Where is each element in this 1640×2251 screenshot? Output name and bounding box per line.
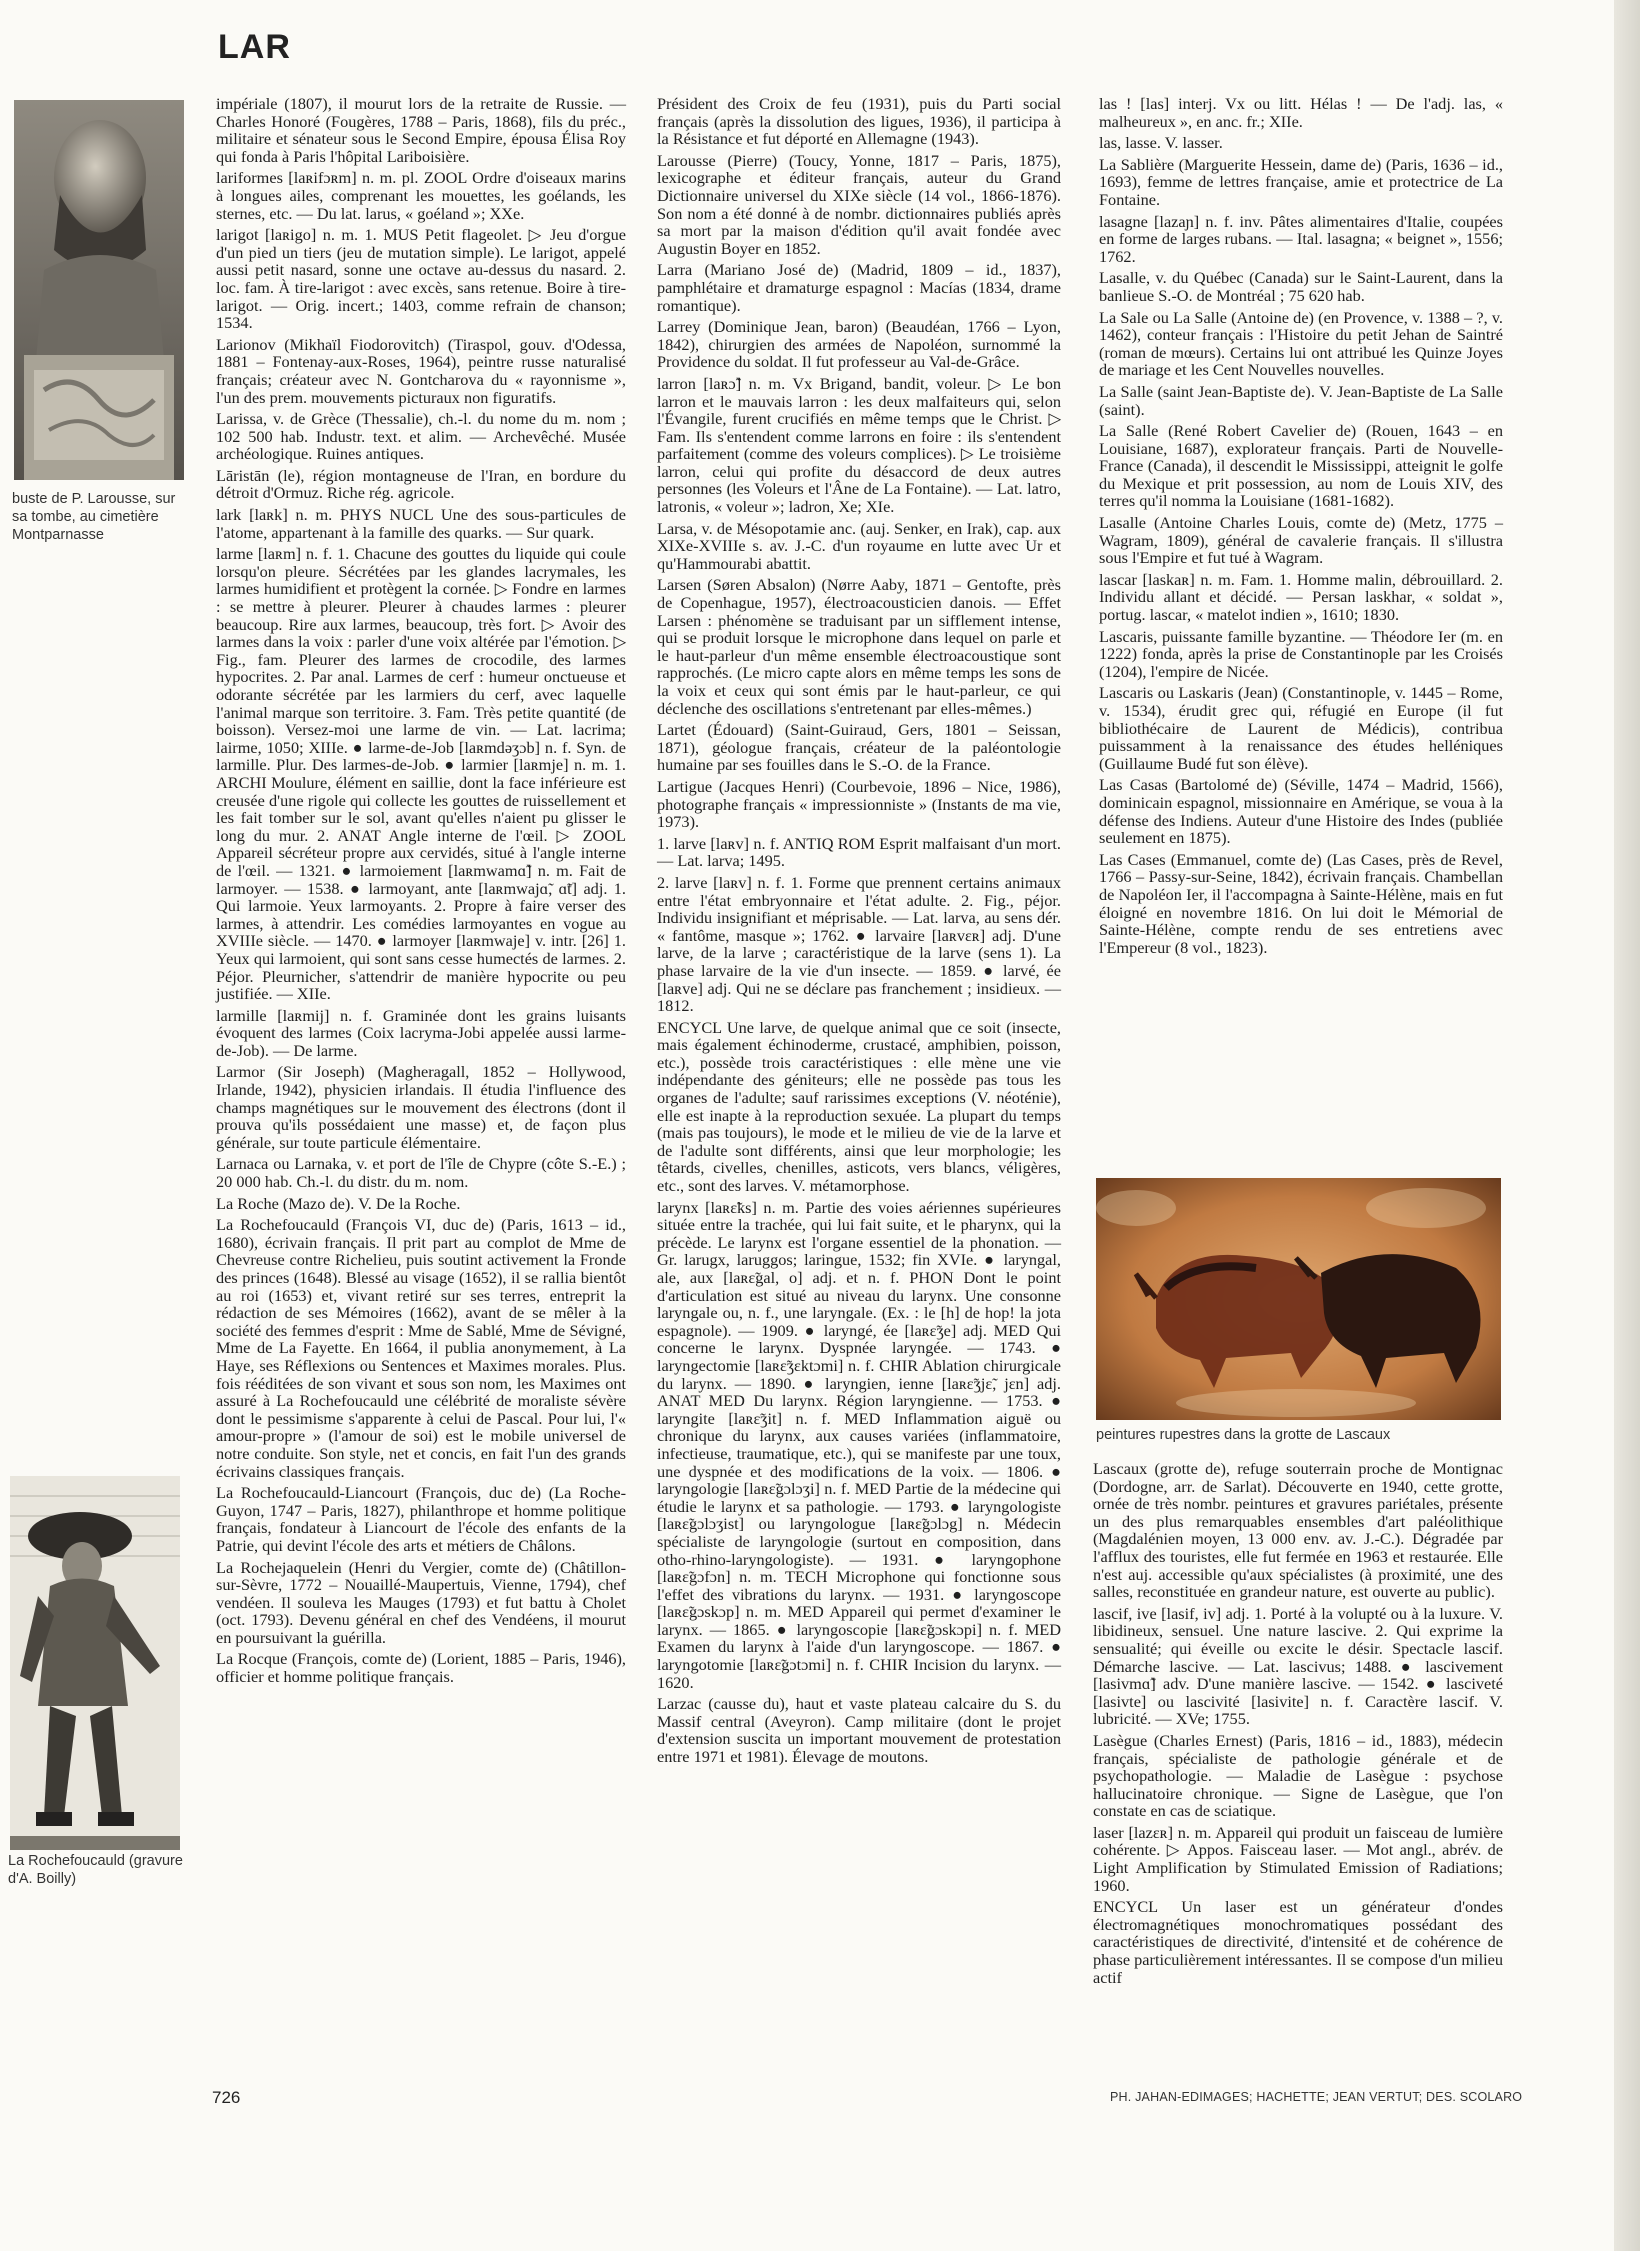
column-3 [1099, 95, 1503, 960]
entry: 1. larve [laʀv] n. f. ANTIQ ROM Esprit malfaisant d'un mort. — Lat. larva; 1495. [657, 833, 1061, 871]
rochefoucauld-illustration [10, 1476, 180, 1850]
page-edge [1614, 0, 1640, 2251]
entry: lark [laʀk] n. m. PHYS NUCL Une des sous-particules de l'atome, appartenant à la famille des quarks. — Sur quark. [216, 505, 626, 542]
entry: impériale (1807), il mourut lors de la retraite de Russie. — Charles Honoré (Fougères, 1788 – Paris, 1868), fils du préc., militaire et sénateur sous le Second Empire, épousa Élisa Roy qui fonda à Paris l'hôpital Lariboisière. [216, 94, 626, 166]
entry: lascar [laskaʀ] n. m. Fam. 1. Homme malin, débrouillard. 2. Individu allant et décidé. — Persan laskhar, « soldat », portug. lascar, « matelot indien », 1610; 1830. [1099, 569, 1503, 625]
bust-illustration [14, 100, 184, 480]
entry: Lasègue (Charles Ernest) (Paris, 1816 – id., 1883), médecin français, spécialiste de pathologie générale et de psychopathologie. — Maladie de Lasègue : psychose hallucinatoire chronique. — Signe de Lasègue, que l'on constate en cas de sciatique. [1093, 1730, 1503, 1821]
entry: Lasalle (Antoine Charles Louis, comte de) (Metz, 1775 – Wagram, 1809), général de cavalerie français. Il s'illustra sous l'Empire et fut tué à Wagram. [1099, 513, 1503, 568]
entry: las, lasse. V. lasser. [1099, 133, 1223, 153]
entry: ENCYCL Une larve, de quelque animal que ce soit (insecte, mais également échinoderme, crustacé, amphibien, poisson, etc.), possède trois caractéristiques : elle mène une vie indépendante des géniteurs; elle ne possède pas tous les organes de l'adulte; sauf rarissimes exceptions (V. néoténie), elle est inapte à la reproduction sexuée. La plupart du temps (mais pas toujours), le mode et le milieu de vie de la larve et de l'adulte sont différents, ainsi que leur morphologie; les têtards, civelles, chenilles, asticots, vers blancs, véligères, etc., sont des larves. V. métamorphose. [657, 1017, 1061, 1196]
rochefoucauld-caption: La Rochefoucauld (gravure d'A. Boilly) [8, 1853, 183, 1887]
entry: lariformes [laʀifɔʀm] n. m. pl. ZOOL Ordre d'oiseaux marins à longues ailes, comprenant les mouettes, les goélands, les sternes, etc. — Du lat. larus, « goéland »; XXe. [216, 168, 626, 223]
entry: La Salle (René Robert Cavelier de) (Rouen, 1643 – en Louisiane, 1687), explorateur français. Parti de Nouvelle-France (Canada), il descendit le Mississippi, atteignit le golfe du Mexique et prit possession, au nom de Louis XIV, des terres qu'il nomma la Louisiane (1681-1682). [1099, 421, 1503, 511]
entry: larme [laʀm] n. f. 1. Chacune des gouttes du liquide qui coule lorsqu'on pleure. Sécrétées par les glandes lacrymales, les larmes humidifient et protègent la cornée. ▷ Fondre en larmes : se mettre à pleurer. Pleurer à chaudes larmes : pleurer beaucoup. Rire aux larmes, beaucoup, très fort. ▷ Avoir des larmes dans la voix : parler d'une voix altérée par l'émotion. ▷ Fig., fam. Pleurer des larmes de crocodile, des larmes hypocrites. 2. Par anal. Larmes de cerf : humeur onctueuse et odorante sécrétée par les larmiers du cerf, avec laquelle l'animal marque son territoire. 3. Fam. Très petite quantité (de boisson). Versez-moi une larme de vin. — Lat. lacrima; lairme, 1050; XIIIe. ● larme-de-Job [laʀmdəʒɔb] n. f. Syn. de larmille. Plur. Des larmes-de-Job. ● larmier [laʀmje] n. m. 1. ARCHI Moulure, élément en saillie, dont la face inférieure est creusée d'une rigole qui collecte les gouttes de ruissellement et les fait tomber sur le sol, avant qu'elles n'aient pu glisser le long du mur. 2. ANAT Angle interne de l'œil. ▷ ZOOL Appareil sécréteur propre aux cervidés, situé à l'angle interne de l'œil. — 1321. ● larmoiement [laʀmwamɑ̃] n. m. Fait de larmoyer. — 1538. ● larmoyant, ante [laʀmwajɑ̃, ɑ̃t] adj. 1. Qui larmoie. Yeux larmoyants. 2. Propre à faire verser des larmes, à attendrir. Les comédies larmoyantes en vogue au XVIIIe siècle. — 1470. ● larmoyer [laʀmwaje] v. intr. [26] 1. Yeux qui larmoient, qui sont sans cesse humectés de larmes. 2. Péjor. Pleurnicher, s'attendrir de manière hypocrite ou peu justifiée. — XIIe. [216, 544, 626, 1004]
entry: larmille [laʀmij] n. f. Graminée dont les grains luisants évoquent des larmes (Coix lacryma-Jobi appelée aussi larme-de-Job). — De larme. [216, 1005, 626, 1060]
entry: La Sale ou La Salle (Antoine de) (en Provence, v. 1388 – ?, v. 1462), conteur français : l'Histoire du petit Jehan de Saintré (roman de mœurs). Certains lui ont attribué les Quinze Joyes de mariage et les Cent Nouvelles nouvelles. [1099, 307, 1503, 380]
entry: Larionov (Mikhaïl Fiodorovitch) (Tiraspol, gouv. d'Odessa, 1881 – Fontenay-aux-Roses, 1964), peintre russe naturalisé français; créateur avec N. Gontcharova du « rayonnisme », l'un des prem. mouvements picturaux non figuratifs. [216, 334, 626, 407]
page-number: 726 [212, 2088, 241, 2107]
column-1 [216, 95, 626, 1690]
entry: Larra (Mariano José de) (Madrid, 1809 – id., 1837), pamphlétaire et dramaturge espagnol : Macías (1834, drame romantique). [657, 260, 1061, 315]
entry: las ! [las] interj. Vx ou litt. Hélas ! — De l'adj. las, « malheureux », en anc. fr.; XIIe. [1099, 94, 1503, 131]
entry: Las Casas (Bartolomé de) (Séville, 1474 – Madrid, 1566), dominicain espagnol, missionnaire en Amérique, se voua à la défense des Indiens. Auteur d'une Histoire des Indes (publiée seulement en 1875). [1099, 775, 1503, 848]
lascaux-cave-painting [1096, 1178, 1501, 1420]
entry: La Sablière (Marguerite Hessein, dame de) (Paris, 1636 – id., 1693), femme de lettres française, amie et protectrice de La Fontaine. [1099, 154, 1503, 209]
entry: lasagne [lazaɲ] n. f. inv. Pâtes alimentaires d'Italie, coupées en forme de larges rubans. — Ital. lasagna; « beignet », 1556; 1762. [1099, 211, 1503, 266]
entry: larynx [laʀɛ̃ks] n. m. Partie des voies aériennes supérieures située entre la trachée, qui lui fait suite, et le pharynx, qui la précède. Le larynx est l'organe essentiel de la phonation. — Gr. larugx, laruggos; laringue, 1532; fin XVIe. ● laryngal, ale, aux [laʀɛ̃gal, o] adj. et n. f. PHON Dont le point d'articulation est situé au niveau du larynx. Une consonne laryngale ou, n. f., une laryngale. (Ex. : le [h] de hop! la jota espagnole). — 1909. ● laryngé, ée [laʀɛ̃ʒe] adj. MED Qui concerne le larynx. Dyspnée laryngée. — 1743. ● laryngectomie [laʀɛ̃ʒɛktɔmi] n. f. CHIR Ablation chirurgicale du larynx. — 1890. ● laryngien, ienne [laʀɛ̃ʒjɛ̃, jɛn] adj. ANAT MED Du larynx. Région laryngienne. — 1753. ● laryngite [laʀɛ̃ʒit] n. f. MED Inflammation aiguë ou chronique du larynx, aux causes variées (inflammatoire, infectieuse, traumatique, etc.), qui se manifeste par une toux, une dyspnée et des modifications de la voix. — 1806. ● laryngologie [laʀɛ̃gɔlɔʒi] n. f. MED Partie de la médecine qui étudie le larynx et sa pathologie. — 1793. ● laryngologiste [laʀɛ̃gɔlɔʒist] ou laryngologue [laʀɛ̃gɔlɔg] n. Médecin spécialiste de laryngologie (surtout en composition, dans otho-rhino-laryngologiste). — 1931. ● laryngophone [laʀɛ̃gɔfɔn] n. m. TECH Microphone qui fonctionne sous l'effet des vibrations du larynx. — 1931. ● laryngoscope [laʀɛ̃gɔskɔp] n. m. MED Appareil qui permet d'examiner le larynx. — 1865. ● laryngoscopie [laʀɛ̃gɔskɔpi] n. f. MED Examen du larynx à l'aide d'un laryngoscope. — 1867. ● laryngotomie [laʀɛ̃gɔtɔmi] n. f. CHIR Incision du larynx. — 1620. [657, 1197, 1061, 1692]
lascaux-illustration [1096, 1178, 1501, 1420]
entry: Larzac (causse du), haut et vaste plateau calcaire du S. du Massif central (Aveyron). Camp militaire (dont le projet d'extension suscita un important mouvement de protestation entre 1971 et 1981). Élevage de moutons. [657, 1694, 1061, 1767]
entry: 2. larve [laʀv] n. f. 1. Forme que prennent certains animaux entre l'état embryonnaire et l'état adulte. 2. Fig., péjor. Individu insignifiant et méprisable. — Lat. larva, au sens dér. « fantôme, masque »; 1762. ● larvaire [laʀvɛʀ] adj. D'une larve, de la larve ; caractéristique de la larve (sens 1). La phase larvaire de la vie d'un insecte. — 1859. ● larvé, ée [laʀve] adj. Qui ne se déclare pas franchement ; insidieux. — 1812. [657, 872, 1061, 1016]
photo-credits: PH. JAHAN-EDIMAGES; HACHETTE; JEAN VERTUT; DES. SCOLARO [1110, 2090, 1523, 2104]
entry: ENCYCL Un laser est un générateur d'ondes électromagnétiques monochromatiques possédant des caractéristiques de directivité, d'intensité et de cohérence de phase particulièrement intéressantes. Il se compose d'un milieu actif [1093, 1897, 1503, 1987]
entry: Larsa, v. de Mésopotamie anc. (auj. Senker, en Irak), cap. aux XIXe-XVIIIe s. av. J.-C. d'un royaume en lutte avec Ur et qu'Hammourabi abattit. [657, 518, 1061, 573]
lascaux-caption: peintures rupestres dans la grotte de Lascaux [1096, 1427, 1391, 1443]
entry: larron [laʀɔ̃] n. m. Vx Brigand, bandit, voleur. ▷ Le bon larron et le mauvais larron : les deux malfaiteurs qui, selon l'Évangile, furent crucifiés en même temps que le Christ. ▷ Fam. Ils s'entendent comme larrons en foire : ils s'entendent parfaitement (comme des voleurs complices). ▷ Le troisième larron, celui qui profite du désaccord de deux autres personnes (les Voleurs et l'Âne de La Fontaine). — Lat. latro, latronis, « voleur »; ladron, Xe; XIe. [657, 373, 1061, 517]
entry: Lascaris ou Laskaris (Jean) (Constantinople, v. 1445 – Rome, v. 1534), érudit grec qui, réfugié en Europe (il fut bibliothécaire de Laurent de Médicis), contribua puissamment à la renaissance des études helléniques (Guillaume Budé fut son élève). [1099, 683, 1503, 773]
entry: La Rochefoucauld-Liancourt (François, duc de) (La Roche-Guyon, 1747 – Paris, 1827), philanthrope et homme politique français, fondateur à Liancourt de l'école des enfants de la Patrie, qui devint l'école des arts et métiers de Châlons. [216, 1483, 626, 1555]
entry: Lascaux (grotte de), refuge souterrain proche de Montignac (Dordogne, arr. de Sarlat). Découverte en 1940, cette grotte, ornée de très nombr. peintures et gravures pariétales, présente un des plus remarquables ensembles d'art paléolithique (Magdalénien moyen, 13 000 env. av. J.-C.). Dégradée par l'afflux des touristes, elle fut fermée en 1963 et restaurée. Elle n'est auj. accessible qu'aux spécialistes (à proximité, une des salles, reconstituée en grandeur nature, est ouverte au public). [1093, 1459, 1503, 1602]
entry: Lartigue (Jacques Henri) (Courbevoie, 1896 – Nice, 1986), photographe français « impressionniste » (Instants de ma vie, 1973). [657, 776, 1061, 832]
entry: Lascaris, puissante famille byzantine. — Théodore Ier (m. en 1222) fonda, après la prise de Constantinople par les Croisés (1204), l'empire de Nicée. [1099, 626, 1503, 681]
entry: Larissa, v. de Grèce (Thessalie), ch.-l. du nome du m. nom ; 102 500 hab. Industr. text. et alim. — Archevêché. Musée archéologique. Ruines antiques. [216, 409, 626, 464]
bust-caption: buste de P. Larousse, sur sa tombe, au cimetière Montparnasse [12, 491, 176, 543]
larousse-bust-photo [14, 100, 184, 480]
entry: La Rochefoucauld (François VI, duc de) (Paris, 1613 – id., 1680), écrivain français. Il prit part au complot de Mme de Chevreuse contre Richelieu, puis soutint activement la Fronde des princes (1648). Blessé au visage (1652), il se rallia bientôt au roi (1653) et, vivant retiré sur ses terres, entreprit la rédaction de ses Mémoires (1662), avant de se mêler à la société des femmes d'esprit : Mme de Sablé, Mme de Sévigné, Mme de La Fayette. En 1664, il publia anonymement, à La Haye, ses Réflexions ou Sentences et Maximes morales. Plus. fois rééditées de son vivant et sous son nom, les Maximes ont assuré à La Rochefoucauld une célébrité de moraliste sévère dont le pessimisme s'apparente à celui de Pascal. Pour lui, l'« amour-propre » (l'amour de soi) est le mobile universel de notre conduite. Son style, net et concis, en fait l'un des grands écrivains classiques français. [216, 1215, 626, 1481]
entry: Larrey (Dominique Jean, baron) (Beaudéan, 1766 – Lyon, 1842), chirurgien des armées de Napoléon, surnommé la Providence du soldat. Il fut professeur au Val-de-Grâce. [657, 317, 1061, 372]
rochefoucauld-engraving [10, 1476, 180, 1850]
entry: Las Cases (Emmanuel, comte de) (Las Cases, près de Revel, 1766 – Passy-sur-Seine, 1842), écrivain français. Chambellan de Napoléon Ier, il l'accompagna à Sainte-Hélène, mais en fut éloigné en novembre 1816. On lui doit le Mémorial de Sainte-Hélène, compte rendu de ses entretiens avec l'Empereur (8 vol., 1823). [1099, 849, 1503, 957]
running-head: LAR [218, 28, 291, 66]
entry: Lartet (Édouard) (Saint-Guiraud, Gers, 1801 – Seissan, 1871), géologue français, créateur de la paléontologie humaine par ses fouilles dans le S.-O. de la France. [657, 720, 1061, 775]
entry: La Rochejaquelein (Henri du Vergier, comte de) (Châtillon-sur-Sèvre, 1772 – Nouaillé-Maupertuis, Vienne, 1794), chef vendéen. Il souleva les Mauges (1793) et fut battu à Cholet (oct. 1793). Devenu général en chef des Vendéens, il mourut en poursuivant la guérilla. [216, 1557, 626, 1647]
entry: Président des Croix de feu (1931), puis du Parti social français (après la dissolution des ligues, 1936), il participa à la Résistance et fut déporté en Allemagne (1943). [657, 94, 1061, 149]
entry: Larousse (Pierre) (Toucy, Yonne, 1817 – Paris, 1875), lexicographe et éditeur français, auteur du Grand Dictionnaire universel du XIXe siècle (14 vol., 1866-1876). Son nom a été donné à de nombr. dictionnaires publiés après sa mort par la maison d'édition qu'il avait fondée avec Augustin Boyer en 1852. [657, 150, 1061, 258]
entry: lascif, ive [lasif, iv] adj. 1. Porté à la volupté ou à la luxure. V. libidineux, sensuel. Une nature lascive. 2. Qui exprime la sensualité; qui éveille ou excite le désir. Spectacle lascif. Démarche lascive. — Lat. lascivus; 1488. ● lascivement [lasivmɑ̃] adv. D'une manière lascive. — 1542. ● lasciveté [lasivte] ou lascivité [lasivite] n. f. Caractère lascif. V. lubricité. — XVe; 1755. [1093, 1603, 1503, 1729]
entry: Larsen (Søren Absalon) (Nørre Aaby, 1871 – Gentofte, près de Copenhague, 1957), électroacousticien danois. — Effet Larsen : phénomène se traduisant par un sifflement intense, qui se produit lorsque le microphone dans lequel on parle et le haut-parleur d'un même ensemble électroacoustique sont rapprochés. (Le micro capte alors en même temps les sons de la voix et ceux qui sont émis par le haut-parleur, ce qui déclenche des oscillations s'entretenant par elles-mêmes.) [657, 575, 1061, 718]
entry: Larnaca ou Larnaka, v. et port de l'île de Chypre (côte S.-E.) ; 20 000 hab. Ch.-l. du distr. du m. nom. [216, 1154, 626, 1192]
entry: La Roche (Mazo de). V. De la Roche. [216, 1193, 461, 1213]
entry: La Salle (saint Jean-Baptiste de). V. Jean-Baptiste de La Salle (saint). [1099, 381, 1503, 419]
entry: laser [lazɛʀ] n. m. Appareil qui produit un faisceau de lumière cohérente. ▷ Appos. Faisceau laser. — Mot angl., abrév. de Light Amplification by Stimulated Emission of Radiations; 1960. [1093, 1822, 1503, 1895]
entry: La Rocque (François, comte de) (Lorient, 1885 – Paris, 1946), officier et homme politique français. [216, 1649, 626, 1687]
entry: Lasalle, v. du Québec (Canada) sur le Saint-Laurent, dans la banlieue S.-O. de Montréal ; 75 620 hab. [1099, 268, 1503, 305]
entry: Lāristān (le), région montagneuse de l'Iran, en bordure du détroit d'Ormuz. Riche rég. agricole. [216, 465, 626, 503]
column-2 [657, 95, 1061, 1770]
entry: Larmor (Sir Joseph) (Magheragall, 1852 – Hollywood, Irlande, 1942), physicien irlandais. Il étudia l'influence des champs magnétiques sur le mouvement des électrons (dont il prouva qu'ils possédaient une masse) et, de façon plus générale, sur toute particule élémentaire. [216, 1062, 626, 1152]
column-3-lower [1093, 1460, 1503, 1990]
entry: larigot [laʀigo] n. m. 1. MUS Petit flageolet. ▷ Jeu d'orgue d'un pied un tiers (jeu de mutation simple). Le larigot, appelé aussi petit nasard, sonne une octave au-dessus du nasard. 2. loc. fam. À tire-larigot : avec excès, sans retenue. Boire à tire-larigot. — Orig. incert.; 1403, comme refrain de chanson; 1534. [216, 225, 626, 333]
